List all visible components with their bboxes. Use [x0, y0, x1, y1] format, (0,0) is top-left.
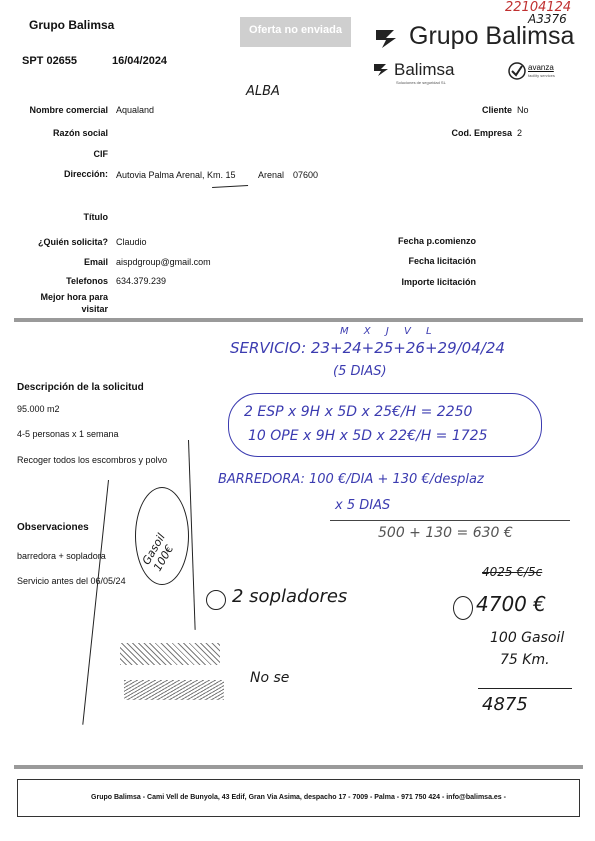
logo-balimsa-tagline: Soluciones de seguridad SL	[396, 80, 446, 85]
hand-sopladores: 2 sopladores	[232, 586, 348, 607]
hand-ref-2: A3376	[528, 12, 567, 26]
hand-barredora: BARREDORA: 100 €/DIA + 130 €/desplaz	[218, 472, 484, 487]
hand-gasoil-line: 100 Gasoil	[490, 630, 565, 646]
value-email: aispdgroup@gmail.com	[116, 257, 211, 267]
balimsa-small-logo-icon	[372, 62, 392, 78]
label-fecha-licitacion: Fecha licitación	[408, 256, 476, 266]
value-localidad: Arenal	[258, 170, 285, 180]
hand-servicio: SERVICIO: 23+24+25+26+29/04/24	[230, 339, 505, 357]
logo-avanza-text: avanza	[528, 63, 554, 72]
label-email: Email	[83, 257, 108, 267]
value-direccion: Autovia Palma Arenal, Km. 15	[116, 170, 236, 180]
hand-no-se: No se	[250, 670, 290, 686]
logo-balimsa-text: Balimsa	[394, 60, 455, 79]
label-mejor-hora-1: Mejor hora para	[40, 292, 108, 302]
label-mejor-hora-2: visitar	[81, 304, 108, 314]
hand-grand-total: 4875	[482, 694, 528, 715]
value-nombre-comercial: Aqualand	[116, 105, 155, 115]
hand-ref-1: 22104124	[505, 0, 572, 15]
descripcion-line-1: 95.000 m2	[17, 404, 60, 414]
hand-esp-line: 2 ESP x 9H x 5D x 25€/H = 2250	[244, 404, 473, 420]
avanza-check-icon	[508, 62, 526, 80]
hand-scribble-1	[120, 643, 220, 665]
value-telefonos: 634.379.239	[116, 276, 167, 286]
hand-dias: (5 DIAS)	[333, 364, 387, 379]
hand-underline	[212, 182, 248, 188]
divider-top	[14, 318, 583, 322]
label-cliente: Cliente	[481, 105, 512, 115]
value-cliente: No	[517, 105, 529, 115]
hand-stroke-left	[82, 480, 109, 725]
logo-main-text: Grupo Balimsa	[409, 22, 575, 50]
company-name: Grupo Balimsa	[29, 18, 115, 32]
hand-days-header: M X J V L	[340, 326, 438, 337]
label-telefonos: Telefonos	[66, 276, 108, 286]
hand-oval	[228, 393, 542, 457]
logo-avanza-tagline: facility services	[528, 73, 555, 78]
hand-rule-1	[330, 520, 570, 521]
value-cp: 07600	[293, 170, 319, 180]
label-cod-empresa: Cod. Empresa	[451, 128, 512, 138]
label-nombre-comercial: Nombre comercial	[29, 105, 108, 115]
observaciones-line-1: barredora + sopladora	[17, 551, 106, 561]
hand-star-circle-1	[206, 590, 226, 610]
label-razon-social: Razón social	[52, 128, 108, 138]
hand-struck-amount: 4025 €/5c	[482, 565, 543, 579]
descripcion-heading: Descripción de la solicitud	[17, 382, 144, 393]
descripcion-line-3: Recoger todos los escombros y polvo	[17, 455, 168, 465]
hand-scribble-2	[124, 680, 224, 700]
observaciones-line-2: Servicio antes del 06/05/24	[17, 576, 126, 586]
status-badge: Oferta no enviada	[240, 17, 351, 47]
hand-rule-2	[478, 688, 572, 689]
hand-stroke-right	[188, 440, 196, 630]
label-fecha-comienzo: Fecha p.comienzo	[397, 236, 476, 246]
hand-total-4700: 4700 €	[476, 592, 546, 616]
label-direccion: Dirección:	[63, 169, 108, 179]
descripcion-line-2: 4-5 personas x 1 semana	[17, 429, 119, 439]
divider-bottom	[14, 765, 583, 769]
hand-gasoil-circle-text: Gasoil 100€	[139, 531, 177, 574]
balimsa-logo-icon	[372, 26, 402, 50]
label-importe-licitacion: Importe licitación	[401, 277, 476, 287]
hand-star-circle-2	[453, 596, 473, 620]
footer-box: Grupo Balimsa - Cami Vell de Bunyola, 43 Edif, Gran Via Asima, despacho 17 - 7009 - Palma - 971 750 424 - info@balimsa.es -	[17, 779, 580, 817]
hand-alba: ALBA	[246, 84, 280, 99]
label-titulo: Título	[83, 212, 108, 222]
value-cod-empresa: 2	[517, 128, 523, 138]
observaciones-heading: Observaciones	[17, 522, 89, 533]
document-code: SPT 02655	[22, 55, 78, 67]
value-quien-solicita: Claudio	[116, 237, 147, 247]
label-cif: CIF	[93, 149, 108, 159]
hand-ope-line: 10 OPE x 9H x 5D x 22€/H = 1725	[248, 428, 488, 444]
hand-km: 75 Km.	[500, 652, 550, 668]
hand-sum: 500 + 130 = 630 €	[378, 525, 513, 541]
label-quien-solicita: ¿Quién solicita?	[37, 237, 108, 247]
document-date: 16/04/2024	[112, 55, 168, 67]
hand-x5dias: x 5 DIAS	[335, 498, 391, 513]
